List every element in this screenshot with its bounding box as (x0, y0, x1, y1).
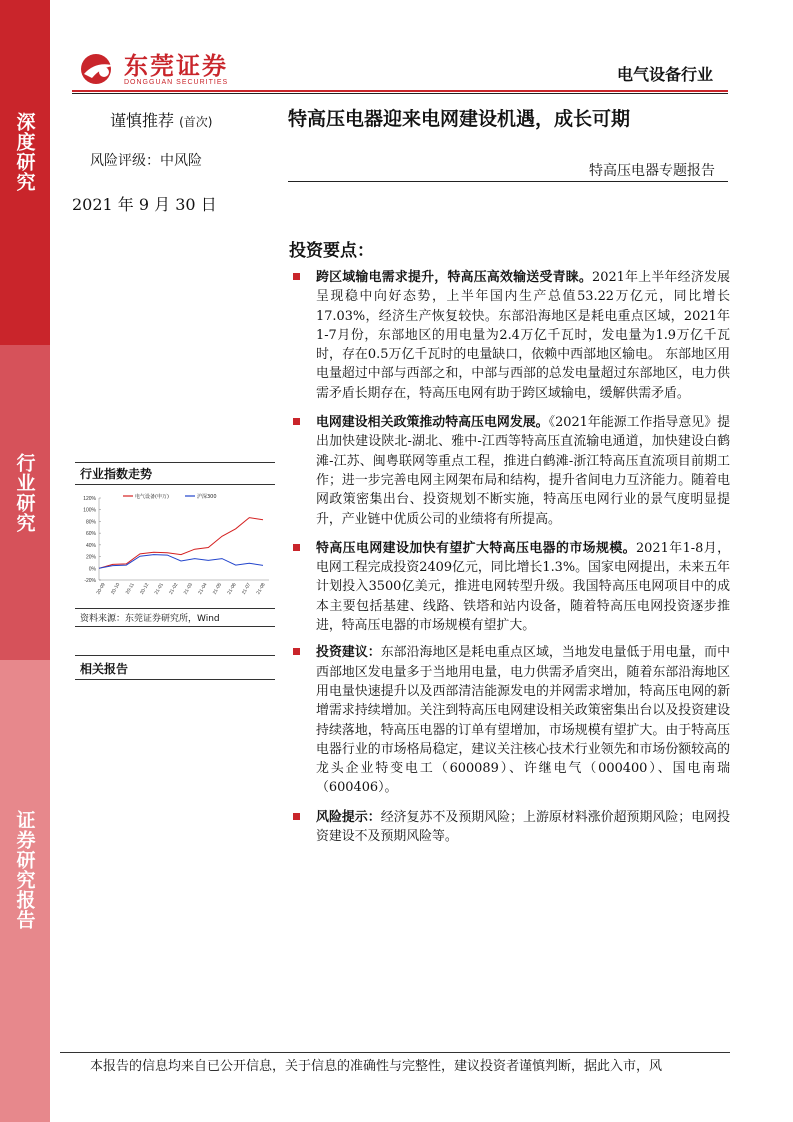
key-point-lead: 电网建设相关政策推动特高压电网发展。 (316, 415, 549, 431)
rating-note: (首次) (179, 115, 213, 129)
footer-divider (60, 1052, 730, 1053)
y-tick-label: 40% (85, 542, 96, 549)
key-point-text: 东部沿海地区是耗电重点区域，当地发电量低于用电量，而中西部地区发电量多于当地用电量，电力供需矛盾突出，随着东部沿海地区用电量快速提升以及西部清洁能源发电的并网需求增加，特高压电网的新增需求持续增加。关注到特高压电网建设相关政策密集出台以及投资建设持续落地，特高压电器的订单有望增加，市场规模有望扩大。由于特高压电器行业的市场格局稳定，建议关注核心技术行业领先和市场份额较高的龙头企业特变电工（600089）、许继电气（000400）、国电南瑞（600406）。 (316, 645, 731, 796)
report-subtitle: 特高压电器专题报告 (589, 163, 715, 179)
logo-mark-icon (80, 52, 120, 86)
sidebox-title-divider (75, 484, 275, 485)
key-point (290, 643, 730, 797)
sidebar-industry-research (0, 345, 50, 660)
y-tick-label: 20% (85, 554, 96, 561)
key-point-lead: 跨区域输电需求提升，特高压高效输送受青睐。 (316, 270, 593, 285)
index-trend-chart (75, 488, 275, 608)
related-top-divider (75, 655, 275, 656)
index-chart-title: 行业指数走势 (80, 467, 153, 481)
related-title-divider (75, 679, 275, 680)
key-point (290, 413, 730, 529)
y-tick-label: -20% (84, 578, 96, 584)
logo-text-en: DONGGUAN SECURITIES (124, 78, 229, 86)
x-tick-label: 21-04 (198, 582, 209, 596)
report-title: 特高压电器迎来电网建设机遇，成长可期 (288, 108, 631, 130)
legend-label: 沪深300 (197, 494, 217, 500)
risk-rating: 风险评级：中风险 (90, 153, 202, 169)
key-point-text: 2021年1-8月，电网工程完成投资2409亿元，同比增长1.3%。国家电网提出，未来五年计划投入3500亿美元，推进电网转型升级。我国特高压电网项目中的成本主要包括基建、线路、铁塔和站内设备，随着特高压电网投资逐步推进，特高压电器的市场规模有望扩大。 (316, 540, 730, 634)
key-points-list (290, 268, 730, 846)
company-logo (80, 52, 228, 86)
sidebar (0, 0, 50, 1122)
related-reports-title: 相关报告 (80, 662, 129, 676)
y-tick-label: 120% (83, 496, 96, 502)
subtitle-divider (288, 181, 728, 182)
legend-label: 电气设备(申万) (135, 494, 169, 500)
sidebar-label-securities: 证券研究报告 (13, 810, 36, 930)
x-tick-label: 21-08 (256, 582, 267, 596)
x-tick-label: 20-12 (139, 582, 151, 596)
industry-label: 电气设备行业 (616, 65, 713, 84)
series-line-csi300 (99, 555, 263, 569)
header-divider (72, 90, 728, 92)
y-tick-label: 100% (83, 507, 96, 514)
rating-label: 谨慎推荐 (110, 111, 175, 130)
x-tick-label: 20-10 (110, 582, 122, 596)
x-tick-label: 21-01 (154, 582, 165, 596)
y-tick-label: 0% (88, 566, 96, 573)
x-tick-label: 21-03 (183, 582, 195, 596)
key-point-text: 经济复苏不及预期风险；上游原材料涨价超预期风险；电网投资建设不及预期风险等。 (316, 809, 731, 845)
sidebar-label-industry: 行业研究 (13, 453, 36, 533)
x-tick-label: 21-02 (168, 582, 180, 596)
key-points-title: 投资要点： (289, 241, 374, 261)
x-tick-label: 20-09 (96, 582, 107, 596)
key-point-lead: 投资建议： (316, 645, 381, 661)
x-tick-label: 21-07 (241, 582, 253, 596)
key-point (290, 268, 730, 403)
y-tick-label: 80% (85, 519, 96, 526)
source-divider (75, 626, 275, 627)
key-point-lead: 风险提示： (316, 809, 381, 825)
logo-text-cn: 东莞证券 (124, 51, 228, 80)
y-tick-label: 60% (85, 531, 96, 538)
sidebar-label-deep: 深度研究 (13, 112, 36, 192)
sidebox-top-divider (75, 462, 275, 463)
sidebar-deep-research (0, 0, 50, 345)
chart-bottom-divider (75, 608, 275, 609)
chart-source: 资料来源：东莞证券研究所，Wind (80, 614, 220, 624)
sidebar-securities-report (0, 660, 50, 1122)
key-point (290, 539, 730, 635)
x-tick-label: 20-11 (125, 582, 136, 596)
rating (110, 108, 212, 131)
footer-disclaimer: 本报告的信息均来自已公开信息，关于信息的准确性与完整性，建议投资者谨慎判断，据此入市，风 (90, 1059, 663, 1074)
key-point (290, 808, 730, 847)
x-tick-label: 21-06 (227, 582, 238, 596)
x-tick-label: 21-05 (212, 582, 224, 596)
key-point-lead: 特高压电网建设加快有望扩大特高压电器的市场规模。 (316, 540, 636, 556)
header-divider-thin (72, 93, 728, 94)
report-date: 2021 年 9 月 30 日 (72, 195, 217, 214)
key-point-text: 《2021年能源工作指导意见》提出加快建设陕北-湖北、雅中-江西等特高压直流输电通道，加快建设白鹤滩-江苏、闽粤联网等重点工程，推进白鹤滩-浙江特高压直流项目前期工作；进一步完善电网主网架布局和结构，提升省间电力互济能力。随着电网政策密集出台、投资规划不断实施，特高压电网行业的景气度明显提升，产业链中优质公司的业绩将有所提高。 (316, 415, 731, 527)
key-point-text: 2021年上半年经济发展呈现稳中向好态势，上半年国内生产总值53.22万亿元，同比增长17.03%，经济生产恢复较快。东部沿海地区是耗电重点区域，2021年1-7月份，东部地区的用电量为2.4万亿千瓦时，发电量为1.9万亿千瓦时，存在0.5万亿千瓦时的电量缺口，依赖中西部地区输电。 东部地区用电量超过中部与西部之和，中部与西部的总发电量超过东部地区，电力供需矛盾长期存在，特高压电网有助于跨区域输电，缓解供需矛盾。 (316, 270, 731, 401)
